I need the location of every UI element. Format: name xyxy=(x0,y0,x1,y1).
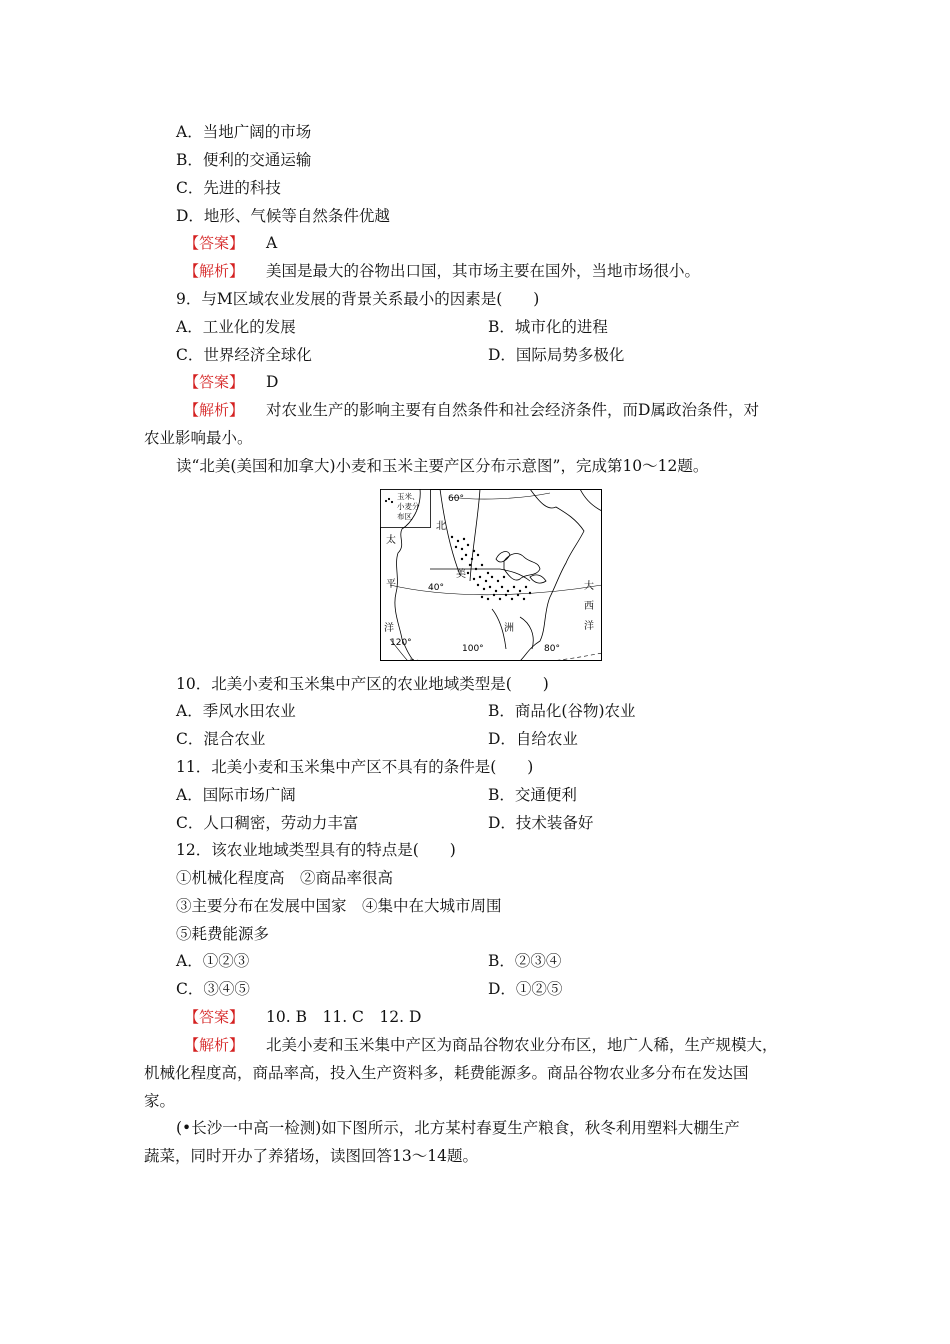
legend-label-1: 玉米、 xyxy=(397,492,420,501)
grain-dot xyxy=(463,538,465,540)
q12-option-c: C．③④⑤ xyxy=(176,980,250,998)
q9-option-d: D．国际局势多极化 xyxy=(488,346,625,364)
grain-dot xyxy=(523,598,525,600)
q10-option-c: C．混合农业 xyxy=(176,730,266,748)
analysis-text: 对农业生产的影响主要有自然条件和社会经济条件，而D属政治条件，对 xyxy=(266,401,759,419)
grain-dot xyxy=(505,594,507,596)
q9-answer xyxy=(184,371,278,393)
analysis-tag: 【解析】 xyxy=(184,262,245,280)
pacific-label-1: 太 xyxy=(386,535,396,546)
grain-dot xyxy=(455,546,457,548)
q10-12-answer xyxy=(184,1006,421,1028)
grain-dot xyxy=(519,590,521,592)
q8-option-c: C．先进的科技 xyxy=(176,179,281,197)
q10-12-analysis-cont: 机械化程度高，商品率高，投入生产资料多，耗费能源多。商品谷物农业多分布在发达国 xyxy=(144,1064,749,1082)
pacific-label-2: 平 xyxy=(386,579,396,590)
grain-dot xyxy=(475,568,477,570)
q12-option-b: B．②③④ xyxy=(488,952,562,970)
grain-dot xyxy=(451,536,453,538)
q12-option-a: A．①②③ xyxy=(176,952,250,970)
q9-analysis-cont: 农业影响最小。 xyxy=(144,429,253,447)
legend-label-2: 小麦分 xyxy=(397,502,420,511)
pacific-label-3: 洋 xyxy=(384,623,394,634)
atlantic-label-2: 西 xyxy=(584,601,594,612)
answer-value: A xyxy=(266,234,278,252)
q9-option-b: B．城市化的进程 xyxy=(488,318,608,336)
grain-dot xyxy=(507,590,509,592)
analysis-tag: 【解析】 xyxy=(184,401,245,419)
q9-analysis xyxy=(184,399,759,421)
grain-dot xyxy=(487,572,489,574)
mei-label: 美 xyxy=(456,569,466,580)
atlantic-label-3: 洋 xyxy=(584,621,594,632)
q10-12-analysis xyxy=(184,1034,778,1056)
grain-dot xyxy=(487,598,489,600)
grain-dot xyxy=(513,586,515,588)
answer-tag: 【答案】 xyxy=(184,1008,245,1026)
lat-60-label: 60° xyxy=(448,494,464,504)
lon-100-label: 100° xyxy=(462,644,484,654)
q12-stem: 12．该农业地域类型具有的特点是( ) xyxy=(176,841,456,859)
grain-dot xyxy=(497,580,499,582)
q10-option-a: A．季风水田农业 xyxy=(176,702,296,720)
lon-120-label: 120° xyxy=(390,638,412,648)
grain-dot xyxy=(511,598,513,600)
grain-dot xyxy=(525,586,527,588)
grain-dot xyxy=(491,576,493,578)
q8-analysis xyxy=(184,260,700,282)
grain-dot xyxy=(469,564,471,566)
grain-dot xyxy=(467,544,469,546)
q10-option-b: B．商品化(谷物)农业 xyxy=(488,702,636,720)
grain-dot xyxy=(477,584,479,586)
analysis-text: 北美小麦和玉米集中产区为商品谷物农业分布区，地广人稀，生产规模大， xyxy=(266,1036,778,1054)
q9-option-a: A．工业化的发展 xyxy=(176,318,296,336)
answer-tag: 【答案】 xyxy=(184,234,245,252)
q12-item-3: ⑤耗费能源多 xyxy=(176,925,270,943)
grain-dot xyxy=(477,554,479,556)
q10-stem: 10．北美小麦和玉米集中产区的农业地域类型是( ) xyxy=(176,675,549,693)
lat-40-label: 40° xyxy=(428,583,444,593)
analysis-tag: 【解析】 xyxy=(184,1036,245,1054)
grain-dot xyxy=(495,590,497,592)
grain-dot xyxy=(493,594,495,596)
grain-dot xyxy=(481,564,483,566)
north-label: 北 xyxy=(436,521,446,532)
q8-option-a: A．当地广阔的市场 xyxy=(176,123,312,141)
q10-option-d: D．自给农业 xyxy=(488,730,578,748)
grain-dot xyxy=(471,558,473,560)
q11-option-d: D．技术装备好 xyxy=(488,814,594,832)
grain-dot xyxy=(485,580,487,582)
q11-option-b: B．交通便利 xyxy=(488,786,577,804)
atlantic-label-1: 大 xyxy=(584,581,594,592)
answer-tag: 【答案】 xyxy=(184,373,245,391)
q11-stem: 11．北美小麦和玉米集中产区不具有的条件是( ) xyxy=(176,758,534,776)
grain-dot xyxy=(517,594,519,596)
answer-value: 10. B 11. C 12. D xyxy=(266,1008,422,1026)
grain-dot xyxy=(481,596,483,598)
zhou-label: 洲 xyxy=(504,623,514,634)
q12-item-1: ①机械化程度高 ②商品率很高 xyxy=(176,869,394,887)
legend-label-3: 布区 xyxy=(397,512,412,521)
grain-dot xyxy=(473,578,475,580)
grain-dot xyxy=(529,592,531,594)
grain-dot xyxy=(499,598,501,600)
q9-stem: 9．与M区域农业发展的背景关系最小的因素是( ) xyxy=(176,290,540,308)
intro-13-14-line2: 蔬菜，同时开办了养猪场，读图回答13～14题。 xyxy=(144,1147,478,1165)
grain-dot xyxy=(461,558,463,560)
answer-value: D xyxy=(266,373,279,391)
grain-dot xyxy=(467,572,469,574)
grain-dot xyxy=(501,586,503,588)
analysis-text: 美国是最大的谷物出口国，其市场主要在国外，当地市场很小。 xyxy=(266,262,701,280)
q11-option-a: A．国际市场广阔 xyxy=(176,786,296,804)
grain-dot xyxy=(461,548,463,550)
q10-12-analysis-end: 家。 xyxy=(144,1092,176,1110)
q11-option-c: C．人口稠密，劳动力丰富 xyxy=(176,814,359,832)
grain-dot xyxy=(479,576,481,578)
north-america-map xyxy=(380,489,602,661)
intro-10-12: 读“北美(美国和加拿大)小麦和玉米主要产区分布示意图”，完成第10～12题。 xyxy=(176,457,709,475)
q12-item-2: ③主要分布在发展中国家 ④集中在大城市周围 xyxy=(176,897,502,915)
q8-option-d: D．地形、气候等自然条件优越 xyxy=(176,207,390,225)
grain-dot xyxy=(503,576,505,578)
q12-option-d: D．①②⑤ xyxy=(488,980,563,998)
grain-dot xyxy=(483,588,485,590)
lon-80-label: 80° xyxy=(544,644,560,654)
grain-dot xyxy=(465,554,467,556)
grain-dot xyxy=(457,540,459,542)
q8-answer xyxy=(184,232,277,254)
intro-13-14-line1: (•长沙一中高一检测)如下图所示，北方某村春夏生产粮食，秋冬利用塑料大棚生产 xyxy=(176,1119,740,1137)
q9-option-c: C．世界经济全球化 xyxy=(176,346,312,364)
q8-option-b: B．便利的交通运输 xyxy=(176,151,312,169)
grain-dot xyxy=(489,586,491,588)
grain-dot xyxy=(473,550,475,552)
